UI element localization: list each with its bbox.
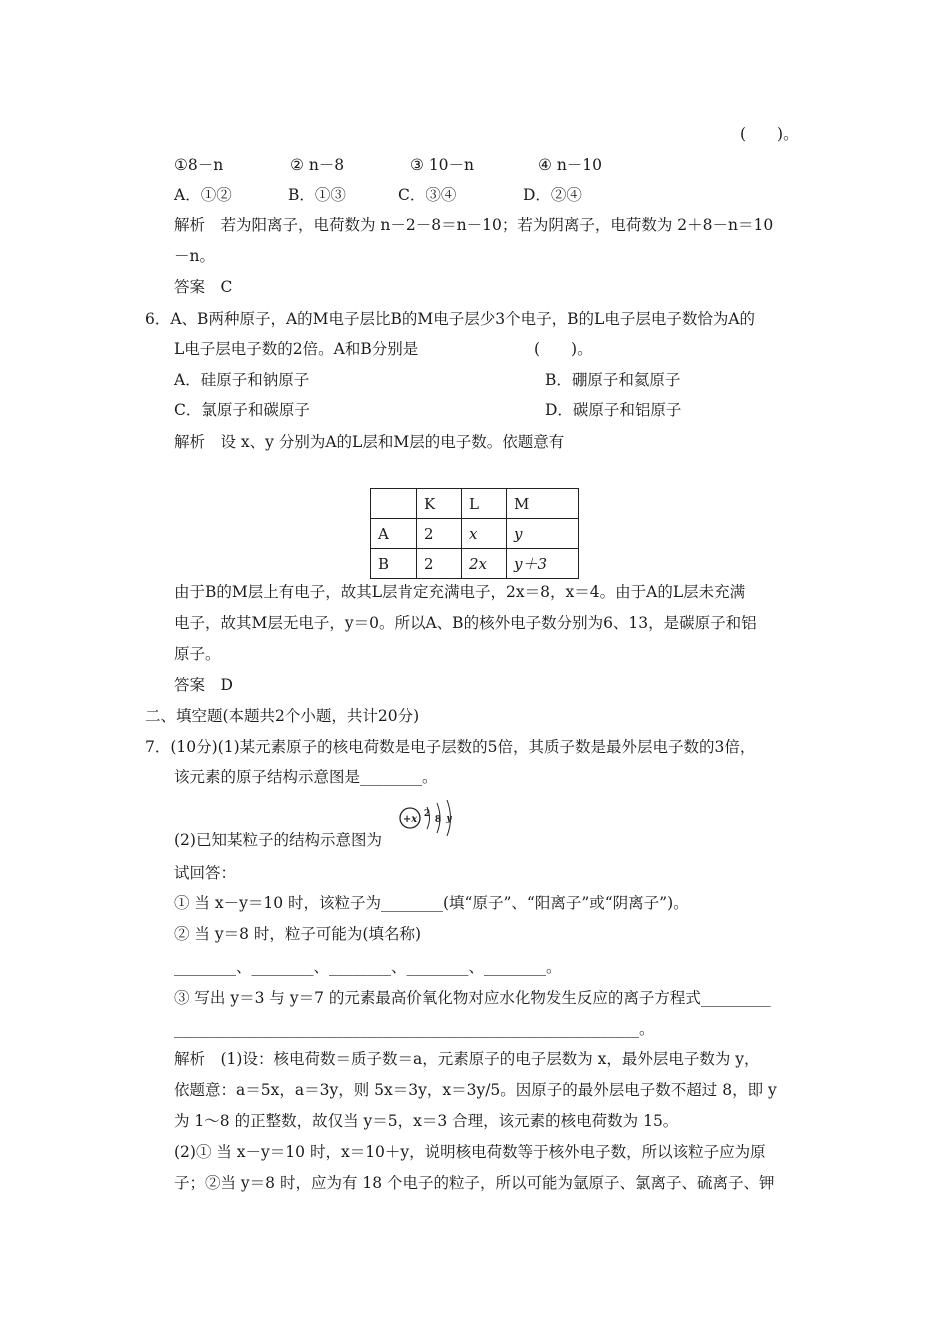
q6-analysis: 解析 设 x、y 分别为A的L层和M层的电子数。依题意有 [174, 433, 565, 451]
q6-answer: 答案 D [174, 676, 233, 694]
q7-line-4: 试回答： [174, 864, 237, 882]
table-row [371, 549, 579, 579]
table-cell: A [371, 519, 417, 549]
q7-line-1: 7．(10分)(1)某元素原子的核电荷数是电子层数的5倍，其质子数是最外层电子数的3倍， [145, 738, 756, 756]
q7-line-3: (2)已知某粒子的结构示意图为 [174, 831, 382, 849]
table-cell: K [417, 489, 462, 519]
q5-option-3: ③ 10－n [410, 156, 475, 174]
q6-stem-line-1: 6．A、B两种原子，A的M电子层比B的M电子层少3个电子，B的L电子层电子数恰为A的 [145, 310, 756, 328]
q5-choice-b: B．①③ [288, 186, 346, 204]
q7-analysis-line-3: 为 1～8 的正整数，故仅当 y＝5，x＝3 合理，该元素的核电荷数为 15。 [174, 1112, 679, 1130]
q7-line-2: 该元素的原子结构示意图是________。 [174, 768, 438, 786]
q7-line-5: ① 当 x－y＝10 时，该粒子为________(填“原子”、“阳离子”或“阴离子”)。 [174, 894, 689, 912]
shell-2-count: 8 [434, 815, 442, 825]
table-header-row [371, 489, 579, 519]
q7-analysis-line-4: (2)① 当 x－y＝10 时，x＝10＋y，说明核电荷数等于核外电子数，所以该粒子应为原 [174, 1143, 766, 1161]
table-cell: 2x [462, 549, 507, 579]
q7-analysis-line-5: 子；②当 y＝8 时，应为有 18 个电子的粒子，所以可能为氩原子、氯离子、硫离子、钾 [174, 1174, 775, 1192]
q6-explain-line-2: 电子，故其M层无电子，y＝0。所以A、B的核外电子数分别为6、13，是碳原子和铝 [174, 614, 757, 632]
q5-choice-c: C．③④ [398, 186, 457, 204]
q5-answer: 答案 C [174, 278, 233, 296]
table-cell [371, 489, 417, 519]
table-cell: B [371, 549, 417, 579]
q7-line-6: ② 当 y＝8 时，粒子可能为(填名称) [174, 925, 421, 943]
section-heading: 二、填空题(本题共2个小题，共计20分) [145, 707, 420, 725]
q7-line-7: ________、________、________、________、________。 [174, 958, 562, 976]
q5-analysis-line-2: －n。 [174, 247, 215, 265]
shell-1-count: 2 [423, 809, 431, 819]
table-cell: 2 [417, 549, 462, 579]
q5-answer-paren: ( )。 [740, 125, 799, 143]
q5-option-2: ② n－8 [290, 156, 345, 174]
q7-line-8: ③ 写出 y＝3 与 y＝7 的元素最高价氧化物对应水化物发生反应的离子方程式_________ [174, 989, 771, 1007]
q6-option-a: A．硅原子和钠原子 [174, 371, 310, 389]
q6-stem-line-2: L电子层电子数的2倍。A和B分别是 [174, 340, 419, 358]
q6-option-c: C．氯原子和碳原子 [174, 401, 310, 419]
table-cell: L [462, 489, 507, 519]
q7-analysis-line-2: 依题意：a＝5x，a＝3y，则 5x＝3y，x＝3y/5。因原子的最外层电子数不超过 8，即 y [174, 1081, 777, 1099]
table-cell: x [462, 519, 507, 549]
q6-explain-line-3: 原子。 [174, 645, 221, 663]
atomic-structure-diagram [398, 797, 462, 839]
table-cell: y [507, 519, 579, 549]
q7-analysis-line-1: 解析 (1)设：核电荷数＝质子数＝a，元素原子的电子层数为 x，最外层电子数为 y， [174, 1050, 760, 1068]
q6-option-b: B．硼原子和氦原子 [545, 371, 681, 389]
q6-option-d: D．碳原子和铝原子 [545, 401, 682, 419]
q5-choice-a: A．①② [174, 186, 232, 204]
q6-explain-line-1: 由于B的M层上有电子，故其L层肯定充满电子，2x＝8，x＝4。由于A的L层未充满 [174, 583, 746, 601]
q6-answer-paren: ( )。 [534, 340, 593, 358]
q7-line-9: ____________________________________________________________。 [174, 1020, 655, 1038]
q5-choice-d: D．②④ [523, 186, 582, 204]
shell-3-count: y [446, 814, 452, 824]
table-cell: y＋3 [507, 549, 579, 579]
q5-option-1: ①8－n [174, 156, 224, 174]
q5-option-4: ④ n－10 [538, 156, 603, 174]
nucleus-charge: +x [402, 814, 418, 825]
q5-analysis-line-1: 解析 若为阳离子，电荷数为 n－2－8＝n－10；若为阴离子，电荷数为 2＋8－n＝10 [174, 216, 774, 234]
electron-shell-table [370, 488, 579, 579]
table-cell: 2 [417, 519, 462, 549]
table-cell: M [507, 489, 579, 519]
table-row [371, 519, 579, 549]
